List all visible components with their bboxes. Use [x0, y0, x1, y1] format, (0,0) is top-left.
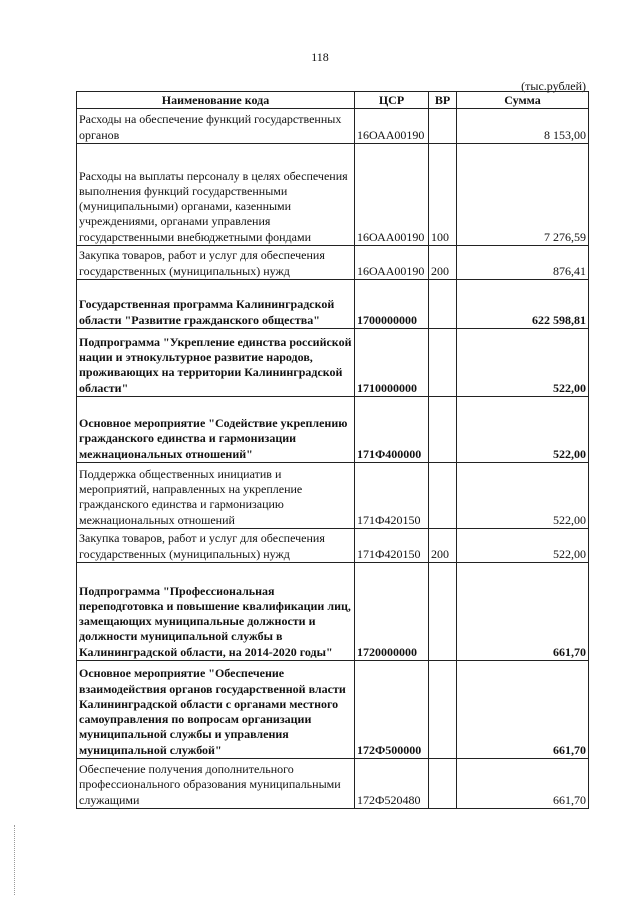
budget-table: [76, 91, 589, 809]
row-csr: 171Ф400000: [355, 397, 429, 463]
row-name: Поддержка общественных инициатив и мероприятий, направленных на укрепление гражданского единства и гармонизацию межнациональных отношений: [77, 463, 355, 529]
row-vr: [429, 397, 457, 463]
row-name: Основное мероприятие "Содействие укреплению гражданского единства и гармонизации межнациональных отношений": [77, 397, 355, 463]
row-vr: [429, 661, 457, 759]
table-row: [77, 759, 589, 809]
table-row: [77, 529, 589, 563]
row-csr: 16ОАА00190: [355, 144, 429, 246]
row-sum: 8 153,00: [457, 109, 589, 144]
row-name: Подпрограмма "Укрепление единства российской нации и этнокультурное развитие народов, проживающих на территории Калининградской области": [77, 329, 355, 397]
row-sum: 622 598,81: [457, 280, 589, 329]
table-row: [77, 329, 589, 397]
row-sum: 7 276,59: [457, 144, 589, 246]
page-number: 118: [311, 50, 329, 64]
row-csr: 172Ф500000: [355, 661, 429, 759]
row-vr: [429, 280, 457, 329]
table-row: [77, 397, 589, 463]
row-vr: [429, 463, 457, 529]
units-label: (тыс.рублей): [521, 79, 586, 93]
row-sum: 522,00: [457, 463, 589, 529]
table-body: [77, 109, 589, 809]
row-csr: 1700000000: [355, 280, 429, 329]
row-csr: 171Ф420150: [355, 529, 429, 563]
row-vr: [429, 563, 457, 661]
row-csr: 1720000000: [355, 563, 429, 661]
row-vr: [429, 329, 457, 397]
row-vr: [429, 759, 457, 809]
table-row: [77, 661, 589, 759]
table-row: [77, 144, 589, 246]
row-csr: 171Ф420150: [355, 463, 429, 529]
row-sum: 522,00: [457, 329, 589, 397]
margin-mark: [14, 825, 16, 895]
header-sum: Сумма: [457, 92, 589, 109]
table-row: [77, 563, 589, 661]
row-name: Расходы на обеспечение функций государственных органов: [77, 109, 355, 144]
row-vr: [429, 109, 457, 144]
row-name: Основное мероприятие "Обеспечение взаимодействия органов государственной власти Калининградской области с органами местного самоуправления по вопросам организации муниципальной службы и управления муниципальной службой": [77, 661, 355, 759]
row-sum: 522,00: [457, 529, 589, 563]
row-csr: 172Ф520480: [355, 759, 429, 809]
row-name: Расходы на выплаты персоналу в целях обеспечения выполнения функций государственными (муниципальными) органами, казенными учреждениями, органами управления государственными внебюджетными фондами: [77, 144, 355, 246]
table-row: [77, 463, 589, 529]
row-name: Обеспечение получения дополнительного профессионального образования муниципальными служащими: [77, 759, 355, 809]
header-vr: ВР: [429, 92, 457, 109]
row-sum: 661,70: [457, 661, 589, 759]
row-vr: 100: [429, 144, 457, 246]
header-csr: ЦСР: [355, 92, 429, 109]
row-name: Подпрограмма "Профессиональная переподготовка и повышение квалификации лиц, замещающих муниципальные должности и должности муниципальной службы в Калининградской области, на 2014-2020 годы": [77, 563, 355, 661]
header-name: Наименование кода: [77, 92, 355, 109]
table-header-row: [77, 92, 589, 109]
row-csr: 16ОАА00190: [355, 109, 429, 144]
row-vr: 200: [429, 246, 457, 280]
row-name: Государственная программа Калининградской области "Развитие гражданского общества": [77, 280, 355, 329]
row-sum: 522,00: [457, 397, 589, 463]
table-row: [77, 280, 589, 329]
table-row: [77, 246, 589, 280]
row-name: Закупка товаров, работ и услуг для обеспечения государственных (муниципальных) нужд: [77, 529, 355, 563]
row-csr: 16ОАА00190: [355, 246, 429, 280]
row-name: Закупка товаров, работ и услуг для обеспечения государственных (муниципальных) нужд: [77, 246, 355, 280]
row-sum: 661,70: [457, 759, 589, 809]
row-sum: 661,70: [457, 563, 589, 661]
row-sum: 876,41: [457, 246, 589, 280]
row-vr: 200: [429, 529, 457, 563]
table-row: [77, 109, 589, 144]
row-csr: 1710000000: [355, 329, 429, 397]
